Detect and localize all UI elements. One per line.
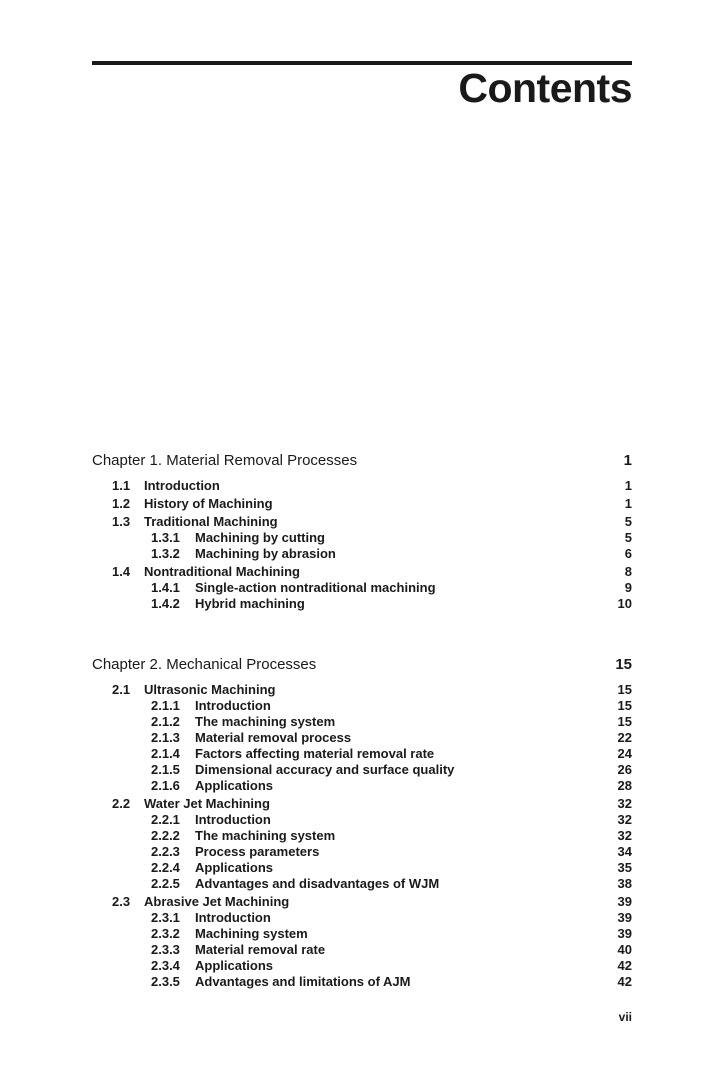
entry-number: 2.3.4 xyxy=(151,958,180,973)
entry-number: 2.3 xyxy=(112,894,131,909)
entry-number: 2.1 xyxy=(112,682,131,697)
entry-page-number: 39 xyxy=(617,910,632,925)
toc-subsection[interactable] xyxy=(92,844,632,860)
entry-title: Machining by abrasion xyxy=(195,546,336,561)
entry-page-number: 42 xyxy=(617,974,632,989)
entry-title: Material removal process xyxy=(195,730,352,745)
entry-title: Abrasive Jet Machining xyxy=(144,894,290,909)
entry-title: Traditional Machining xyxy=(144,514,278,529)
entry-page-number: 24 xyxy=(617,746,632,761)
toc-section[interactable] xyxy=(92,514,632,530)
entry-title: History of Machining xyxy=(144,496,273,511)
entry-page-number: 5 xyxy=(624,514,632,529)
entry-number: 2.1.1 xyxy=(151,698,180,713)
entry-page-number: 22 xyxy=(617,730,632,745)
chapter-entries xyxy=(92,682,632,990)
chapter-title: Chapter 2. Mechanical Processes xyxy=(92,656,317,673)
entry-page-number: 39 xyxy=(617,894,632,909)
entry-page-number: 35 xyxy=(617,860,632,875)
toc-subsection[interactable] xyxy=(92,596,632,612)
toc-subsection[interactable] xyxy=(92,910,632,926)
entry-number: 1.1 xyxy=(112,478,131,493)
entry-title: Dimensional accuracy and surface quality xyxy=(195,762,455,777)
entry-title: Introduction xyxy=(195,910,271,925)
entry-title: Ultrasonic Machining xyxy=(144,682,276,697)
entry-page-number: 42 xyxy=(617,958,632,973)
entry-title: Applications xyxy=(195,860,274,875)
toc-subsection[interactable] xyxy=(92,958,632,974)
toc-section[interactable] xyxy=(92,564,632,580)
toc-subsection[interactable] xyxy=(92,730,632,746)
entry-page-number: 15 xyxy=(617,698,632,713)
entry-number: 1.3.1 xyxy=(151,530,180,545)
entry-number: 1.4.2 xyxy=(151,596,180,611)
chapter-block xyxy=(92,450,632,612)
toc-subsection[interactable] xyxy=(92,876,632,892)
toc-subsection[interactable] xyxy=(92,746,632,762)
entry-page-number: 9 xyxy=(624,580,632,595)
toc-section[interactable] xyxy=(92,496,632,512)
toc-section[interactable] xyxy=(92,682,632,698)
toc-section[interactable] xyxy=(92,796,632,812)
entry-page-number: 34 xyxy=(617,844,632,859)
entry-title: Introduction xyxy=(144,478,220,493)
entry-page-number: 15 xyxy=(617,714,632,729)
toc-subsection[interactable] xyxy=(92,530,632,546)
entry-number: 2.3.5 xyxy=(151,974,180,989)
entry-page-number: 15 xyxy=(617,682,632,697)
entry-page-number: 5 xyxy=(624,530,632,545)
entry-page-number: 32 xyxy=(617,796,632,811)
chapter-page-number: 1 xyxy=(623,452,632,469)
entry-title: Water Jet Machining xyxy=(144,796,270,811)
entry-number: 2.2.5 xyxy=(151,876,180,891)
chapter-title: Chapter 1. Material Removal Processes xyxy=(92,452,358,469)
entry-title: Advantages and limitations of AJM xyxy=(195,974,411,989)
entry-number: 1.3 xyxy=(112,514,131,529)
entry-page-number: 6 xyxy=(624,546,632,561)
entry-number: 2.3.1 xyxy=(151,910,180,925)
entry-number: 2.2.4 xyxy=(151,860,180,875)
toc-subsection[interactable] xyxy=(92,762,632,778)
entry-page-number: 1 xyxy=(624,478,632,493)
entry-title: Nontraditional Machining xyxy=(144,564,300,579)
entry-page-number: 39 xyxy=(617,926,632,941)
toc-subsection[interactable] xyxy=(92,828,632,844)
entry-number: 1.4.1 xyxy=(151,580,180,595)
toc-subsection[interactable] xyxy=(92,580,632,596)
entry-number: 2.1.4 xyxy=(151,746,180,761)
entry-number: 2.1.3 xyxy=(151,730,180,745)
chapter-heading[interactable] xyxy=(92,450,632,472)
entry-number: 2.2.3 xyxy=(151,844,180,859)
entry-number: 2.1.5 xyxy=(151,762,180,777)
toc-section[interactable] xyxy=(92,478,632,494)
toc-subsection[interactable] xyxy=(92,698,632,714)
entry-page-number: 32 xyxy=(617,828,632,843)
entry-number: 2.2.2 xyxy=(151,828,180,843)
chapter-heading[interactable] xyxy=(92,654,632,676)
toc-subsection[interactable] xyxy=(92,714,632,730)
chapter-entries xyxy=(92,478,632,612)
entry-title: Introduction xyxy=(195,698,271,713)
toc-section[interactable] xyxy=(92,894,632,910)
entry-title: Applications xyxy=(195,958,274,973)
toc-subsection[interactable] xyxy=(92,942,632,958)
entry-title: Process parameters xyxy=(195,844,320,859)
entry-number: 2.1.6 xyxy=(151,778,180,793)
entry-title: Material removal rate xyxy=(195,942,326,957)
entry-number: 2.3.2 xyxy=(151,926,180,941)
entry-title: Single-action nontraditional machining xyxy=(195,580,436,595)
entry-page-number: 8 xyxy=(624,564,632,579)
entry-page-number: 1 xyxy=(624,496,632,511)
entry-title: Machining system xyxy=(195,926,308,941)
chapter-block xyxy=(92,654,632,990)
entry-page-number: 10 xyxy=(617,596,632,611)
page-folio: vii xyxy=(618,1010,632,1024)
toc-subsection[interactable] xyxy=(92,974,632,990)
entry-title: Advantages and disadvantages of WJM xyxy=(195,876,440,891)
entry-title: Hybrid machining xyxy=(195,596,305,611)
toc-subsection[interactable] xyxy=(92,812,632,828)
entry-title: Machining by cutting xyxy=(195,530,325,545)
table-of-contents xyxy=(92,450,632,990)
entry-title: Applications xyxy=(195,778,274,793)
toc-subsection[interactable] xyxy=(92,860,632,876)
entry-page-number: 40 xyxy=(617,942,632,957)
entry-title: The machining system xyxy=(195,714,336,729)
entry-page-number: 32 xyxy=(617,812,632,827)
entry-page-number: 28 xyxy=(617,778,632,793)
toc-subsection[interactable] xyxy=(92,778,632,794)
chapter-page-number: 15 xyxy=(615,656,632,673)
entry-number: 2.1.2 xyxy=(151,714,180,729)
entry-number: 2.2.1 xyxy=(151,812,180,827)
entry-number: 2.3.3 xyxy=(151,942,180,957)
page-title: Contents xyxy=(458,65,632,111)
entry-number: 1.3.2 xyxy=(151,546,180,561)
entry-title: Introduction xyxy=(195,812,271,827)
entry-number: 1.4 xyxy=(112,564,131,579)
toc-subsection[interactable] xyxy=(92,546,632,562)
entry-number: 1.2 xyxy=(112,496,131,511)
entry-page-number: 38 xyxy=(617,876,632,891)
entry-title: Factors affecting material removal rate xyxy=(195,746,435,761)
entry-page-number: 26 xyxy=(617,762,632,777)
entry-title: The machining system xyxy=(195,828,336,843)
toc-subsection[interactable] xyxy=(92,926,632,942)
entry-number: 2.2 xyxy=(112,796,131,811)
